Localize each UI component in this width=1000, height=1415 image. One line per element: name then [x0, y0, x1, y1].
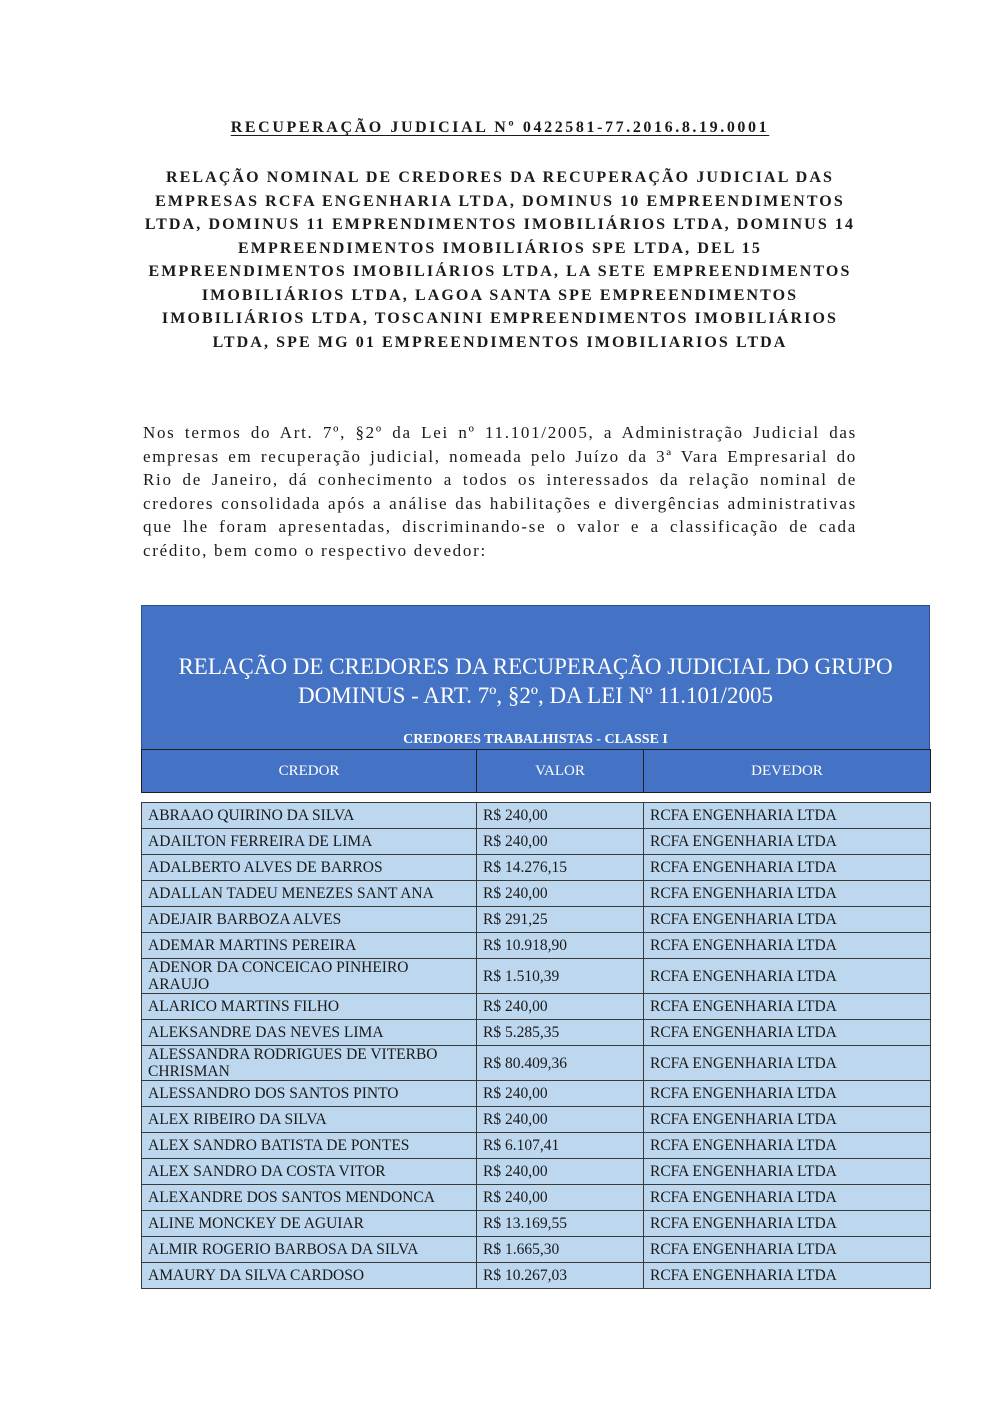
cell-devedor: RCFA ENGENHARIA LTDA	[644, 1133, 931, 1159]
cell-devedor: RCFA ENGENHARIA LTDA	[644, 855, 931, 881]
cell-devedor: RCFA ENGENHARIA LTDA	[644, 1263, 931, 1289]
table-class-label: CREDORES TRABALHISTAS - CLASSE I	[141, 705, 930, 749]
cell-credor: AMAURY DA SILVA CARDOSO	[142, 1263, 477, 1289]
cell-valor: R$ 240,00	[477, 1159, 644, 1185]
cell-devedor: RCFA ENGENHARIA LTDA	[644, 829, 931, 855]
table-title: RELAÇÃO DE CREDORES DA RECUPERAÇÃO JUDICIAL DO GRUPO DOMINUS - ART. 7º, §2º, DA LEI Nº 11.101/2005	[141, 605, 930, 705]
cell-devedor: RCFA ENGENHARIA LTDA	[644, 994, 931, 1020]
cell-devedor: RCFA ENGENHARIA LTDA	[644, 1159, 931, 1185]
cell-valor: R$ 240,00	[477, 803, 644, 829]
table-row	[142, 959, 931, 994]
cell-valor: R$ 14.276,15	[477, 855, 644, 881]
table-row	[142, 881, 931, 907]
column-header-devedor: DEVEDOR	[644, 750, 931, 793]
table-row	[142, 907, 931, 933]
cell-credor: ALMIR ROGERIO BARBOSA DA SILVA	[142, 1237, 477, 1263]
cell-devedor: RCFA ENGENHARIA LTDA	[644, 907, 931, 933]
creditors-table-block	[141, 605, 930, 1289]
table-row	[142, 994, 931, 1020]
cell-credor: ALEKSANDRE DAS NEVES LIMA	[142, 1020, 477, 1046]
table-row	[142, 803, 931, 829]
cell-credor: ADALLAN TADEU MENEZES SANT ANA	[142, 881, 477, 907]
column-header-valor: VALOR	[477, 750, 644, 793]
cell-credor: ADENOR DA CONCEICAO PINHEIRO ARAUJO	[142, 959, 477, 994]
cell-credor: ALEX RIBEIRO DA SILVA	[142, 1107, 477, 1133]
cell-devedor: RCFA ENGENHARIA LTDA	[644, 1107, 931, 1133]
table-row	[142, 1211, 931, 1237]
cell-credor: ALESSANDRO DOS SANTOS PINTO	[142, 1081, 477, 1107]
document-heading: RELAÇÃO NOMINAL DE CREDORES DA RECUPERAÇÃO JUDICIAL DAS EMPRESAS RCFA ENGENHARIA LTDA, DOMINUS 10 EMPREENDIMENTOS LTDA, DOMINUS 11 EMPRENDIMENTOS IMOBILIÁRIOS LTDA, DOMINUS 14 EMPREENDIMENTOS IMOBILIÁRIOS SPE LTDA, DEL 15 EMPREENDIMENTOS IMOBILIÁRIOS LTDA, LA SETE EMPREENDIMENTOS IMOBILIÁRIOS LTDA, LAGOA SANTA SPE EMPREENDIMENTOS IMOBILIÁRIOS LTDA, TOSCANINI EMPREENDIMENTOS IMOBILIÁRIOS LTDA, SPE MG 01 EMPREENDIMENTOS IMOBILIARIOS LTDA	[144, 169, 856, 351]
cell-valor: R$ 240,00	[477, 829, 644, 855]
cell-valor: R$ 10.918,90	[477, 933, 644, 959]
cell-credor: ALEX SANDRO DA COSTA VITOR	[142, 1159, 477, 1185]
cell-credor: ALEXANDRE DOS SANTOS MENDONCA	[142, 1185, 477, 1211]
table-row	[142, 1185, 931, 1211]
table-row	[142, 933, 931, 959]
table-spacer	[142, 793, 931, 803]
table-row	[142, 829, 931, 855]
cell-valor: R$ 1.510,39	[477, 959, 644, 994]
table-row	[142, 1237, 931, 1263]
table-row	[142, 1020, 931, 1046]
cell-credor: ADALBERTO ALVES DE BARROS	[142, 855, 477, 881]
cell-valor: R$ 240,00	[477, 881, 644, 907]
cell-devedor: RCFA ENGENHARIA LTDA	[644, 933, 931, 959]
table-header-row	[142, 750, 931, 793]
cell-devedor: RCFA ENGENHARIA LTDA	[644, 959, 931, 994]
cell-devedor: RCFA ENGENHARIA LTDA	[644, 1046, 931, 1081]
column-header-credor: CREDOR	[142, 750, 477, 793]
cell-devedor: RCFA ENGENHARIA LTDA	[644, 1185, 931, 1211]
table-row	[142, 1133, 931, 1159]
cell-valor: R$ 10.267,03	[477, 1263, 644, 1289]
creditors-table	[141, 749, 931, 1289]
cell-credor: ALEX SANDRO BATISTA DE PONTES	[142, 1133, 477, 1159]
cell-devedor: RCFA ENGENHARIA LTDA	[644, 1237, 931, 1263]
table-row	[142, 1107, 931, 1133]
cell-credor: ABRAAO QUIRINO DA SILVA	[142, 803, 477, 829]
cell-valor: R$ 5.285,35	[477, 1020, 644, 1046]
cell-credor: ADEMAR MARTINS PEREIRA	[142, 933, 477, 959]
cell-credor: ALARICO MARTINS FILHO	[142, 994, 477, 1020]
cell-valor: R$ 240,00	[477, 994, 644, 1020]
table-row	[142, 1263, 931, 1289]
cell-credor: ALINE MONCKEY DE AGUIAR	[142, 1211, 477, 1237]
table-row	[142, 855, 931, 881]
cell-devedor: RCFA ENGENHARIA LTDA	[644, 1081, 931, 1107]
cell-valor: R$ 291,25	[477, 907, 644, 933]
cell-valor: R$ 240,00	[477, 1185, 644, 1211]
cell-credor: ADAILTON FERREIRA DE LIMA	[142, 829, 477, 855]
cell-valor: R$ 240,00	[477, 1081, 644, 1107]
table-row	[142, 1159, 931, 1185]
cell-devedor: RCFA ENGENHARIA LTDA	[644, 1020, 931, 1046]
cell-valor: R$ 1.665,30	[477, 1237, 644, 1263]
cell-valor: R$ 240,00	[477, 1107, 644, 1133]
cell-valor: R$ 13.169,55	[477, 1211, 644, 1237]
cell-devedor: RCFA ENGENHARIA LTDA	[644, 1211, 931, 1237]
intro-paragraph: Nos termos do Art. 7º, §2º da Lei nº 11.101/2005, a Administração Judicial das empresas em recuperação judicial, nomeada pelo Juízo da 3ª Vara Empresarial do Rio de Janeiro, dá conhecimento a todos os interessados da relação nominal de credores consolidada após a análise das habilitações e divergências administrativas que lhe foram apresentadas, discriminando-se o valor e a classificação de cada crédito, bem como o respectivo devedor:	[143, 423, 857, 560]
cell-credor: ALESSANDRA RODRIGUES DE VITERBO CHRISMAN	[142, 1046, 477, 1081]
table-row	[142, 1081, 931, 1107]
cell-devedor: RCFA ENGENHARIA LTDA	[644, 803, 931, 829]
document-title: RECUPERAÇÃO JUDICIAL Nº 0422581-77.2016.8.19.0001	[230, 119, 770, 136]
cell-devedor: RCFA ENGENHARIA LTDA	[644, 881, 931, 907]
cell-credor: ADEJAIR BARBOZA ALVES	[142, 907, 477, 933]
cell-valor: R$ 6.107,41	[477, 1133, 644, 1159]
table-row	[142, 1046, 931, 1081]
cell-valor: R$ 80.409,36	[477, 1046, 644, 1081]
